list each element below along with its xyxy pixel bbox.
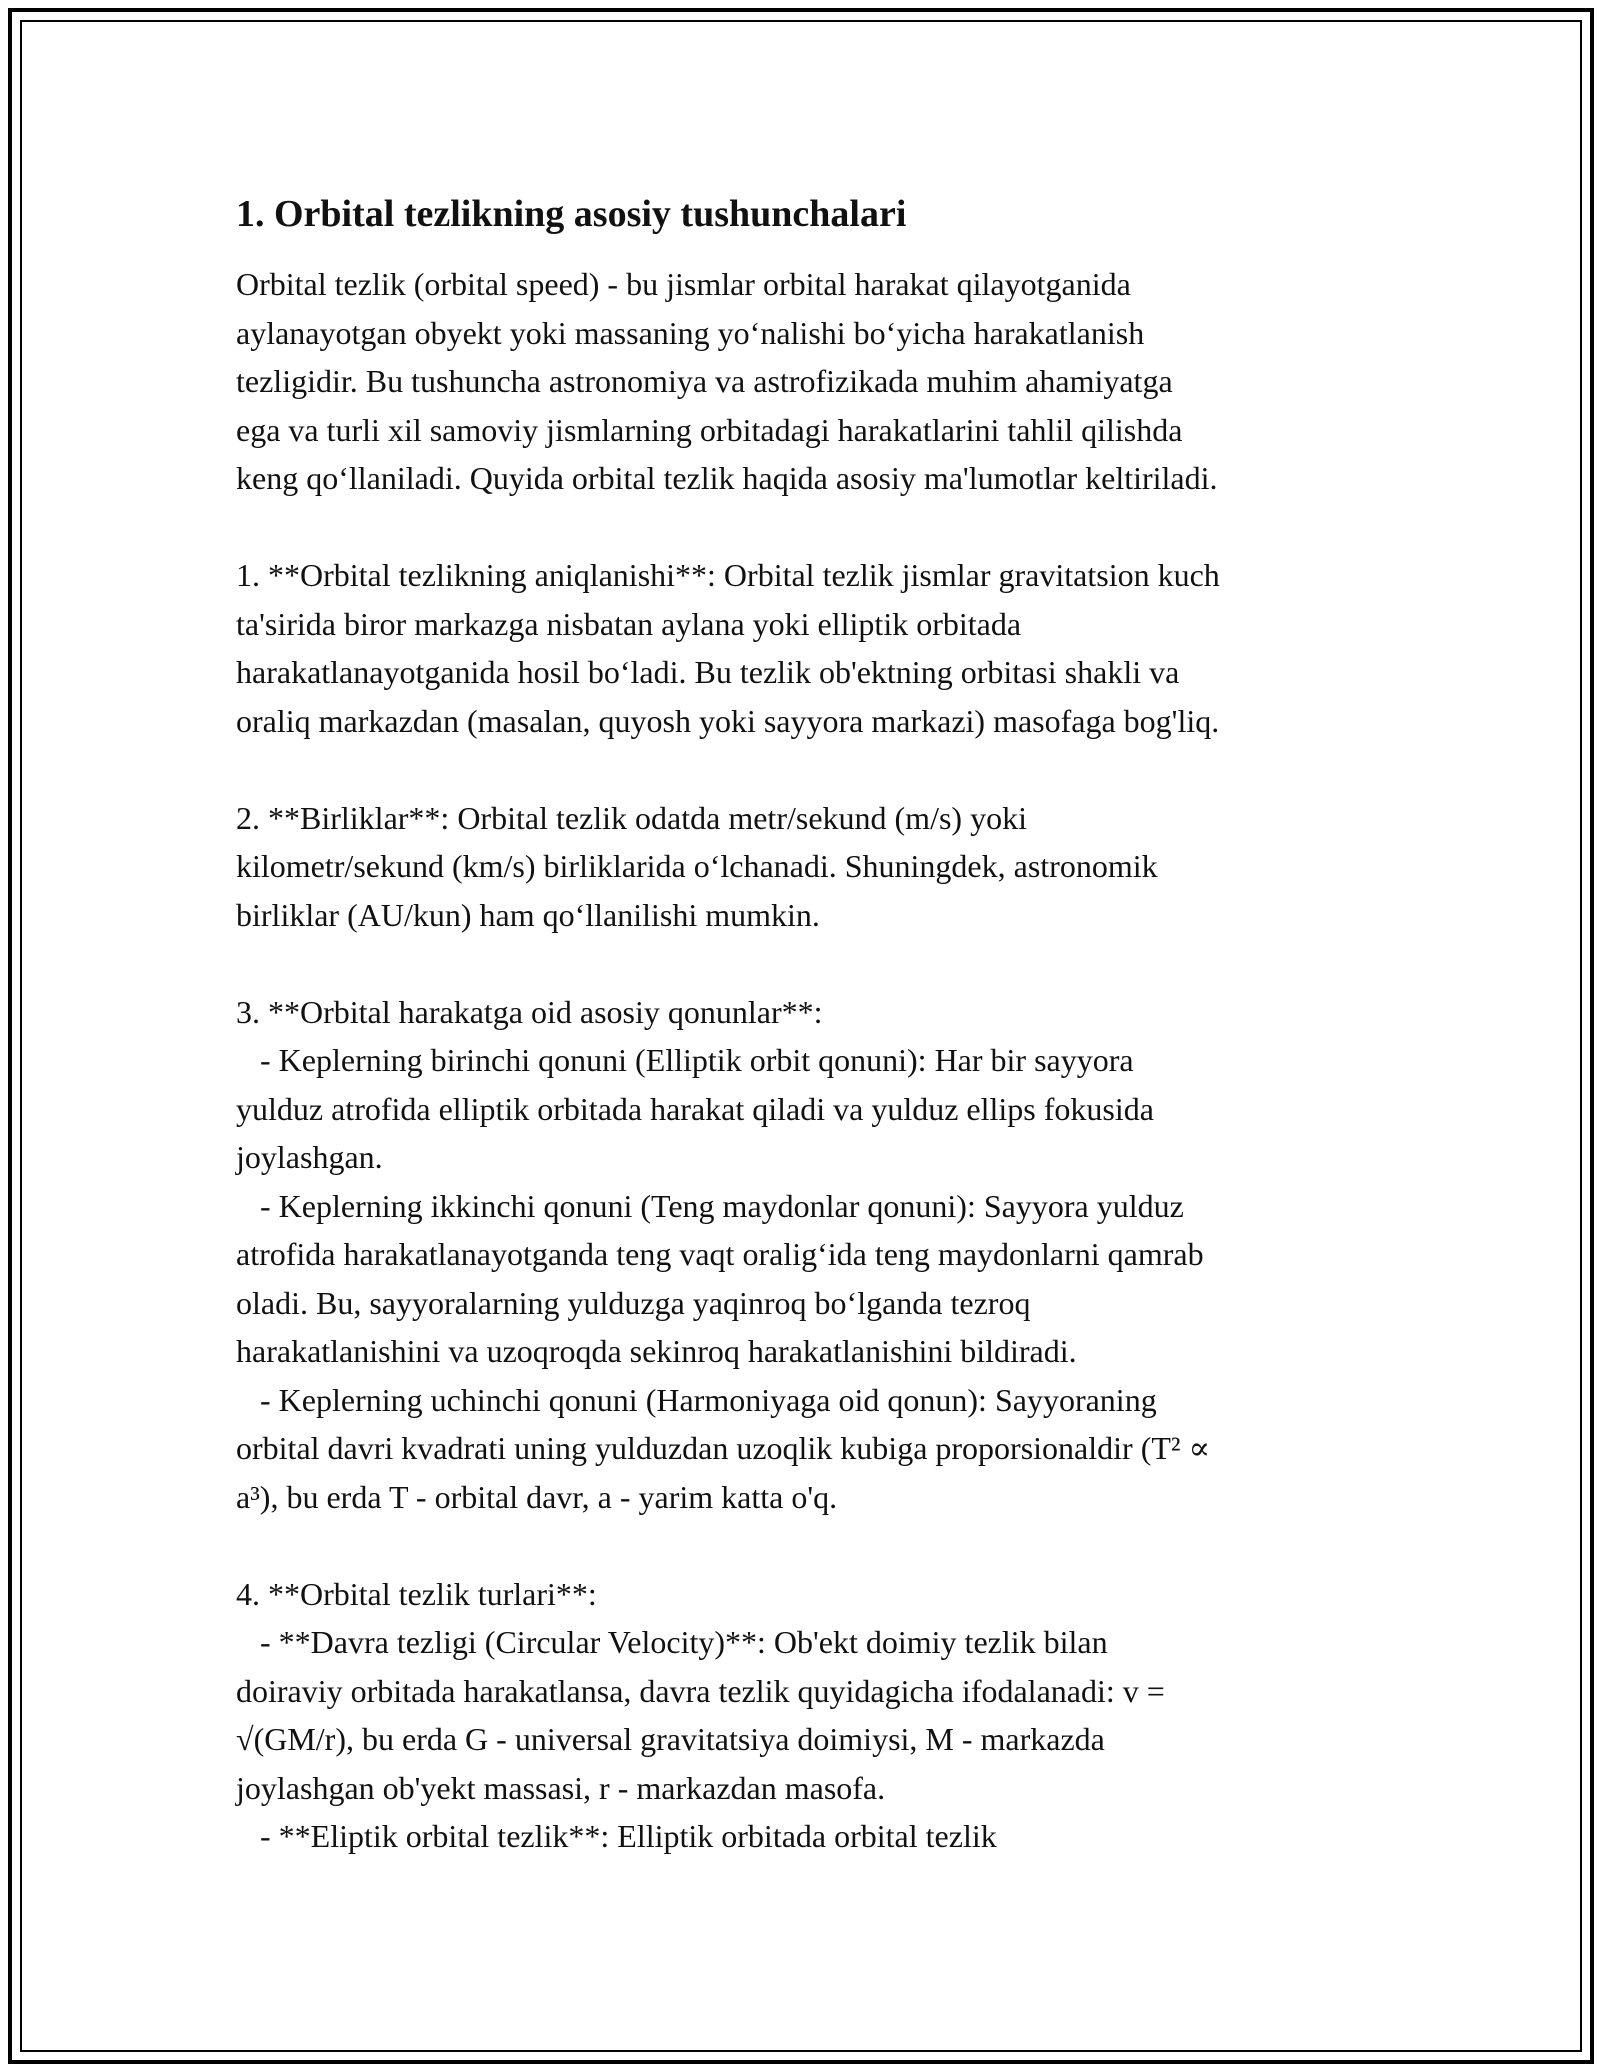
text-line: joylashgan ob'yekt massasi, r - markazdan masofa. [236, 1769, 886, 1806]
text-line: atrofida harakatlanayotganda teng vaqt oralig‘ida teng maydonlarni qamrab [236, 1236, 1204, 1272]
text-line: ega va turli xil samoviy jismlarning orbitadagi harakatlarini tahlil qilishda [236, 411, 1183, 448]
text-line: birliklar (AU/kun) ham qo‘llanilishi mumkin. [236, 896, 820, 933]
text-line: 4. **Orbital tezlik turlari**: [236, 1575, 597, 1612]
text-line: a³), bu erda T - orbital davr, a - yarim katta o'q. [236, 1478, 838, 1515]
paragraph-definition [236, 551, 1386, 745]
text-line: yulduz atrofida elliptik orbitada harakat qiladi va yulduz ellips fokusida [236, 1090, 1154, 1127]
text-line: orbital davri kvadrati uning yulduzdan uzoqlik kubiga proporsionaldir (T² ∝ [236, 1430, 1211, 1466]
text-line: 1. **Orbital tezlikning aniqlanishi**: Orbital tezlik jismlar gravitatsion kuch [236, 557, 1220, 593]
text-line: 2. **Birliklar**: Orbital tezlik odatda metr/sekund (m/s) yoki [236, 799, 1027, 836]
text-line: Orbital tezlik (orbital speed) - bu jismlar orbital harakat qilayotganida [236, 266, 1131, 302]
text-line: 3. **Orbital harakatga oid asosiy qonunlar**: [236, 993, 823, 1030]
text-line: joylashgan. [236, 1139, 383, 1175]
text-line: - Keplerning birinchi qonuni (Elliptik orbit qonuni): Har bir sayyora [236, 1042, 1134, 1078]
paragraph-kepler-laws [236, 988, 1386, 1522]
text-line: doiraviy orbitada harakatlansa, davra tezlik quyidagicha ifodalanadi: v = [236, 1672, 1165, 1709]
paragraph-velocity-types [236, 1570, 1386, 1861]
text-line: kilometr/sekund (km/s) birliklarida o‘lchanadi. Shuningdek, astronomik [236, 848, 1158, 884]
text-line: tezligidir. Bu tushuncha astronomiya va astrofizikada muhim ahamiyatga [236, 363, 1173, 399]
document-body [236, 188, 1386, 1909]
text-line: aylanayotgan obyekt yoki massaning yo‘nalishi bo‘yicha harakatlanish [236, 314, 1145, 351]
text-line: - **Davra tezligi (Circular Velocity)**: Ob'ekt doimiy tezlik bilan [236, 1624, 1108, 1660]
text-line: oladi. Bu, sayyoralarning yulduzga yaqinroq bo‘lganda tezroq [236, 1284, 1031, 1321]
text-line: harakatlanishini va uzoqroqda sekinroq harakatlanishini bildiradi. [236, 1333, 1077, 1369]
text-line: - **Eliptik orbital tezlik**: Elliptik orbitada orbital tezlik [236, 1818, 997, 1854]
text-line: ta'sirida biror markazga nisbatan aylana yoki elliptik orbitada [236, 605, 1022, 642]
text-line: keng qo‘llaniladi. Quyida orbital tezlik haqida asosiy ma'lumotlar keltiriladi. [236, 460, 1218, 496]
text-line: - Keplerning ikkinchi qonuni (Teng maydonlar qonuni): Sayyora yulduz [236, 1187, 1184, 1224]
text-line: harakatlanayotganida hosil bo‘ladi. Bu tezlik ob'ektning orbitasi shakli va [236, 654, 1180, 690]
text-line: √(GM/r), bu erda G - universal gravitatsiya doimiysi, M - markazda [236, 1721, 1105, 1757]
text-line: oraliq markazdan (masalan, quyosh yoki sayyora markazi) masofaga bog'liq. [236, 702, 1220, 739]
section-heading: 1. Orbital tezlikning asosiy tushunchalari [236, 193, 907, 235]
text-line: - Keplerning uchinchi qonuni (Harmoniyaga oid qonun): Sayyoraning [236, 1381, 1157, 1418]
paragraph-intro [236, 260, 1386, 503]
paragraph-units [236, 794, 1386, 940]
